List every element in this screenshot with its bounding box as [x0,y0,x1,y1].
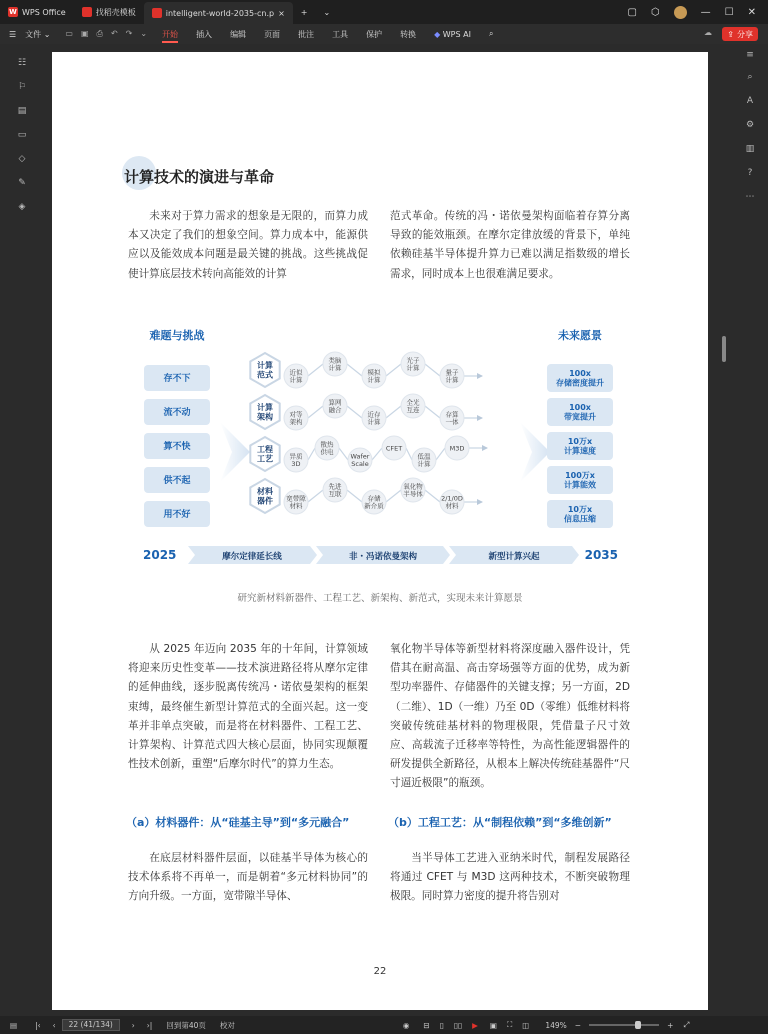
document-page [52,52,708,1010]
more-icon[interactable]: ⋯ [745,192,755,202]
tech-node-label: 低温 [417,452,431,461]
connector-line [347,364,362,376]
minimize-icon[interactable]: — [700,6,711,18]
year-start: 2025 [143,548,177,562]
tech-node-label: 计算 [367,376,381,385]
paragraph-2-right: 氧化物半导体等新型材料将深度融入器件设计，凭借其在耐高温、高击穿场强等方面的优势，成为新型功率器件、存储器件的关键支撑；另一方面，2D（二维）、1D（一维）乃至 0D（零维）低维材料将突破传统硅基材料的物理极限，凭借量子尺寸效应、高载流子迁移率等特性，为高性能逻辑器件的研发提供全新路径，从根本上解决传统硅基器件“尺寸逼近极限”的瓶颈。 [390,643,630,790]
row-label: 器件 [257,496,273,506]
fullscreen-icon[interactable]: ⛶ [507,1020,513,1029]
cloud-icon[interactable]: ☁ [704,28,712,37]
tech-node-label: M3D [449,444,465,453]
tech-node-label: 计算 [406,364,420,373]
connector-line [347,406,362,418]
connector-line [425,364,440,376]
window-controls [627,0,768,24]
tab-label: intelligent-world-2035-cn.p [165,8,275,18]
connector-line [436,448,445,460]
goto-page-link[interactable]: 回到第40页 [166,1020,206,1030]
figure-caption: 研究新材料新器件、工程工艺、新架构、新范式，实现未来计算愿景 [237,593,523,604]
tech-node-label: 2/1/0D [441,494,463,503]
undo-icon[interactable]: ↶ [110,29,118,38]
comment-icon[interactable]: ▭ [17,130,27,140]
single-page-icon[interactable]: ▯ [439,1020,444,1030]
scrollbar-thumb[interactable] [722,336,726,362]
tech-node-label: CFET [385,444,403,453]
tech-node-label: 宽带隙 [286,494,306,503]
view-mode-icon[interactable]: ◉ [402,1020,410,1030]
status-bar [0,1016,768,1034]
menu-item-protect[interactable]: 保护 [366,29,383,39]
phase-label: 非・冯诺依曼架构 [348,552,418,562]
connector-line [339,448,348,460]
hamburger-icon[interactable]: ☰ [9,29,17,39]
tech-node-label: 散热 [320,440,334,449]
connector-line [425,490,440,502]
connector-line [386,490,401,502]
challenge-label: 用不好 [163,510,191,521]
left-chevron [220,422,250,482]
translate-icon[interactable]: A [746,96,754,106]
tech-node-label: 氧化物 [403,482,423,491]
tech-node-label: 计算 [367,418,381,427]
challenge-label: 存不下 [163,374,191,385]
layers-icon[interactable]: ◈ [18,202,26,212]
avatar[interactable] [674,6,687,19]
proofread-button[interactable]: 校对 [219,1020,235,1030]
right-chevron [520,422,550,482]
menu-item-comment[interactable]: 批注 [298,29,315,39]
tech-node-label: 存算 [445,410,459,419]
read-mode-icon[interactable]: ▣ [489,1020,497,1030]
restore-layout-icon[interactable]: ▢ [627,6,637,18]
paragraph-1-left: 未来对于算力需求的想象是无限的，而算力成本又决定了我们的想象空间。算力成本中，能源供应以及能效成本问题是最关键的挑战。这些挑战促使计算底层技术转向高能效的计算 [128,210,368,280]
tech-node-label: 算网 [328,398,342,407]
connector-line [347,490,362,502]
save-icon[interactable]: ▣ [80,29,89,38]
share-button[interactable]: ⇪ 分享 [722,27,758,41]
menu-item-wps-ai[interactable]: ◆ WPS AI [434,29,471,39]
tech-node-label: 对等 [289,410,303,419]
vision-label: 带宽提升 [564,412,596,422]
vision-label: 10万x [567,505,593,514]
tech-node-label: 量子 [445,368,459,377]
page-number: 22 [373,966,387,977]
fit-width-icon[interactable]: ⊟ [423,1020,430,1030]
tech-node-label: 材料 [289,502,303,511]
row-label: 计算 [257,361,273,370]
row-label: 范式 [257,370,273,380]
connector-line [308,448,315,460]
expand-icon[interactable]: ⤢ [683,1020,690,1029]
sidebar-toggle-icon[interactable]: ▤ [10,1020,18,1030]
tech-node-label: 3D [291,460,301,469]
tech-node-label: 存储 [367,494,381,503]
share-icon: ⇪ [727,29,734,39]
play-icon[interactable]: ▶ [472,1020,478,1030]
help-icon[interactable]: ? [747,168,753,178]
tech-node-label: 计算 [417,460,431,469]
phase-label: 摩尔定律延长线 [222,552,282,562]
subheading-b: （b）工程工艺：从“制程依赖”到“多维创新” [388,816,612,829]
paragraph-3-right: 当半导体工艺进入亚纳米时代，制程发展路径将通过 CFET 与 M3D 这两种技术，不断突破物理极限。同时算力密度的提升将告别对 [390,852,630,903]
tech-node-label: 计算 [445,376,459,385]
tech-roadmap-diagram [140,322,620,572]
connector-line [425,406,440,418]
tech-node-label: 类脑 [328,356,342,365]
left-sidebar [0,44,44,1016]
wps-ai-icon: ◆ [434,29,441,39]
menu-lines-icon[interactable]: ≡ [746,50,754,60]
row-label: 材料 [257,487,273,496]
row-label: 工艺 [257,454,273,464]
right-title: 未来愿景 [558,329,602,342]
print-icon[interactable]: ⎙ [96,29,103,38]
section-heading: 计算技术的演进与革命 [124,168,275,186]
tech-node-label: 计算 [328,364,342,373]
left-title: 难题与挑战 [149,329,205,342]
tech-node-label: 模拟 [367,368,381,377]
right-sidebar [732,44,768,1016]
menu-item-page[interactable]: 页面 [264,29,281,39]
tech-node-label: 近似 [289,368,303,377]
tech-node-label: 光子 [406,356,420,365]
vision-label: 信息压缩 [564,514,596,524]
quick-access [59,29,153,39]
tech-node-label: 互联 [328,490,342,499]
tab-templates[interactable] [74,2,144,22]
zoom-slider[interactable] [589,1024,659,1026]
subheading-a: （a）材料器件：从“硅基主导”到“多元融合” [126,816,350,829]
zoom-slider-knob[interactable] [635,1021,641,1029]
tech-node-label: 异质 [289,452,303,461]
zoom-out-icon[interactable]: − [574,1020,582,1030]
tab-wps-office[interactable] [0,2,74,22]
tab-bar [0,0,768,24]
menu-item-edit[interactable]: 编辑 [230,29,247,39]
connector-line [308,490,323,502]
page-number-input[interactable]: 22 (41/134) [62,1019,120,1031]
menu-item-tools[interactable]: 工具 [332,29,349,39]
next-page-icon[interactable]: › [131,1020,135,1030]
tech-node-label: Wafer [350,452,370,461]
tab-document[interactable] [144,2,293,24]
tech-node-label: 计算 [289,376,303,385]
vision-label: 100万x [565,471,595,480]
tech-node-label: 融合 [328,406,342,415]
thumbnail-icon[interactable]: ▤ [17,106,27,116]
tech-node-label: 半导体 [403,490,423,499]
row-label: 计算 [257,403,273,412]
eye-care-icon[interactable]: ◫ [522,1020,530,1030]
maximize-icon[interactable]: ☐ [724,6,734,18]
open-folder-icon[interactable]: ▭ [65,29,73,38]
paragraph-1-right: 范式革命。传统的冯・诺依曼架构面临着存算分离导致的能效瓶颈。在摩尔定律放缓的背景下，单纯依赖硅基半导体提升算力已难以满足指数级的增长需求，同时成本上也很难满足要求。 [390,210,630,280]
tech-node-label: 材料 [445,502,459,511]
connector-line [406,448,412,460]
first-page-icon[interactable]: |‹ [35,1020,41,1030]
close-icon[interactable]: ✕ [747,6,756,18]
paragraph-3-left: 在底层材料器件层面，以硅基半导体为核心的技术体系将不再单一，而是朝着“多元材料协同”的方向升级。一方面，宽带隙半导体、 [128,852,368,903]
new-tab-button[interactable]: + [300,7,308,17]
row-label: 架构 [257,412,273,422]
read-icon[interactable]: ▥ [745,144,755,154]
zoom-in-icon[interactable]: + [667,1020,674,1030]
tech-node-label: 新介质 [364,502,384,511]
highlight-icon[interactable]: ✎ [18,178,26,188]
redo-icon[interactable]: ↷ [125,29,133,38]
tech-node-label: 供电 [320,448,334,457]
menu-bar [0,24,768,44]
vision-label: 100x [569,369,591,378]
last-page-icon[interactable]: ›| [146,1020,153,1030]
settings-slider-icon[interactable]: ⚙ [745,120,755,130]
outline-icon[interactable]: ☷ [17,58,27,68]
tab-label: WPS Office [22,7,66,17]
prev-page-icon[interactable]: ‹ [52,1020,56,1030]
tech-node-label: Scale [351,460,369,469]
wps-logo-icon: W [9,8,17,16]
skin-icon[interactable]: ⬡ [650,6,660,18]
year-end: 2035 [584,548,618,562]
zoom-level: 149% [545,1020,567,1030]
tech-node-label: 架构 [289,418,303,427]
tab-label: 找稻壳模板 [95,7,136,17]
vision-label: 存储密度提升 [556,378,604,388]
tech-node-label: 近存 [367,410,381,419]
tab-close-icon[interactable]: × [278,8,285,18]
row-label: 工程 [257,445,273,454]
vision-label: 10万x [567,437,593,446]
connector-line [386,406,401,418]
tab-list-chevron-icon[interactable]: ⌄ [323,7,331,17]
pdf-icon [152,8,162,18]
paragraph-2-left: 从 2025 年迈向 2035 年的十年间，计算领域将迎来历史性变革——技术演进路径将从摩尔定律的延伸曲线，逐步脱离传统冯・诺依曼架构的框架束缚，最终催生新型计算范式的全面兴起。这一变革并非单点突破，而是将在材料器件、工程工艺、计算架构、计算范式四大核心层面，协同实现颠覆性技术创新，重塑“后摩尔时代”的算力生态。 [128,643,368,771]
tech-node-label: 先进 [328,482,342,491]
search-icon[interactable]: ⌕ [488,29,494,38]
tech-node-label: 互连 [406,406,420,415]
tag-icon[interactable]: ◇ [18,154,26,164]
bookmark-icon[interactable]: ⚐ [17,82,27,92]
tech-node-label: 一体 [445,418,459,427]
two-page-icon[interactable]: ▯▯ [453,1020,463,1030]
tech-node-label: 全光 [406,398,420,407]
menu-item-start[interactable]: 开始 [153,24,187,44]
connector-line [372,448,382,460]
find-icon[interactable]: ⌕ [747,72,753,82]
challenge-label: 供不起 [163,476,191,487]
vision-label: 100x [569,403,591,412]
connector-line [308,406,323,418]
connector-line [308,364,323,376]
connector-line [386,364,401,376]
more-chevron-icon[interactable]: ⌄ [140,29,148,38]
template-icon [82,7,92,17]
vision-label: 计算能效 [564,480,596,490]
phase-label: 新型计算兴起 [488,552,540,562]
challenge-label: 流不动 [163,408,191,419]
menu-item-insert[interactable]: 插入 [196,29,213,39]
menu-file[interactable]: 文件 ⌄ [25,29,51,39]
vision-label: 计算速度 [564,446,596,456]
menu-item-convert[interactable]: 转换 [400,29,417,39]
challenge-label: 算不快 [163,442,191,453]
